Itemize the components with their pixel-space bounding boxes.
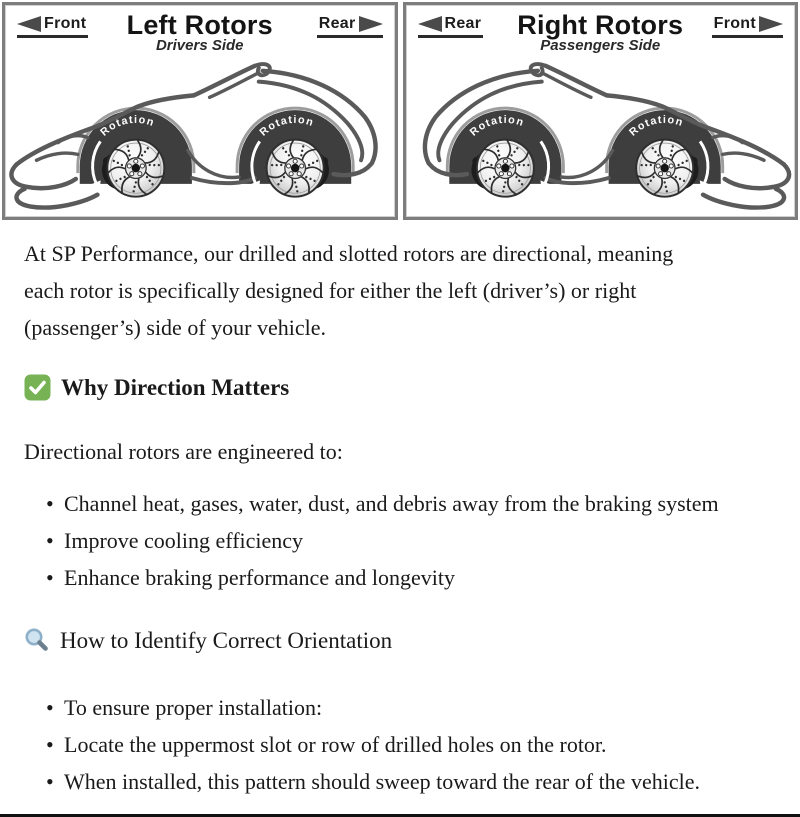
section-heading-why-direction-matters: [24, 369, 776, 412]
direction-label: Front: [44, 15, 87, 32]
article-body: [0, 235, 800, 800]
rotation-label: Rotation: [98, 113, 157, 139]
intro-paragraph: At SP Performance, our drilled and slotted rotors are directional, meaning each rotor is specifically designed for either the left (driver’s) or right (passenger’s) side of your vehicle.: [24, 241, 674, 341]
direction-label: Rear: [318, 15, 356, 32]
rotation-label: Rotation: [257, 113, 316, 139]
left-panel-header: [5, 5, 395, 58]
panel-subtitle: Passengers Side: [540, 37, 661, 54]
section-heading-identify-orientation: [24, 622, 776, 664]
magnifier-icon: [24, 627, 50, 664]
list-item: • To ensure proper installation:: [46, 689, 746, 726]
list-item: • Improve cooling efficiency: [46, 522, 746, 559]
left-arrow-icon: [418, 16, 442, 32]
front-direction-indicator: [712, 15, 783, 38]
rear-direction-indicator: [418, 15, 484, 38]
car-side-view-left-illustration: [5, 58, 395, 217]
panel-title: Right Rotors: [517, 10, 684, 40]
rotor-direction-diagram: [0, 0, 800, 220]
right-arrow-icon: [359, 16, 383, 32]
panel-subtitle: Drivers Side: [155, 37, 244, 54]
list-item: • Enhance braking performance and longevity: [46, 559, 746, 596]
car-side-view-right-illustration: [406, 58, 796, 217]
front-direction-indicator: [17, 15, 88, 38]
benefits-list: [24, 485, 746, 596]
direction-label: Front: [713, 15, 756, 32]
rear-direction-indicator: [317, 15, 383, 38]
section1-lead: Directional rotors are engineered to:: [24, 439, 343, 465]
list-item: • Channel heat, gases, water, dust, and debris away from the braking system: [46, 485, 746, 522]
check-icon: [24, 374, 51, 412]
left-arrow-icon: [17, 16, 41, 32]
list-item: • When installed, this pattern should sweep toward the rear of the vehicle.: [46, 763, 746, 800]
rotation-label: Rotation: [626, 113, 685, 139]
orientation-steps-list: [24, 689, 746, 800]
section-heading-text: How to Identify Correct Orientation: [60, 628, 393, 654]
right-panel-header: [406, 5, 796, 58]
direction-label: Rear: [444, 15, 482, 32]
list-item: • Locate the uppermost slot or row of drilled holes on the rotor.: [46, 726, 746, 763]
section-heading-text: Why Direction Matters: [61, 375, 290, 401]
left-rotors-panel: [2, 2, 398, 220]
right-rotors-panel: [403, 2, 799, 220]
rotation-label: Rotation: [467, 113, 526, 139]
right-arrow-icon: [759, 16, 783, 32]
panel-title: Left Rotors: [126, 10, 273, 40]
